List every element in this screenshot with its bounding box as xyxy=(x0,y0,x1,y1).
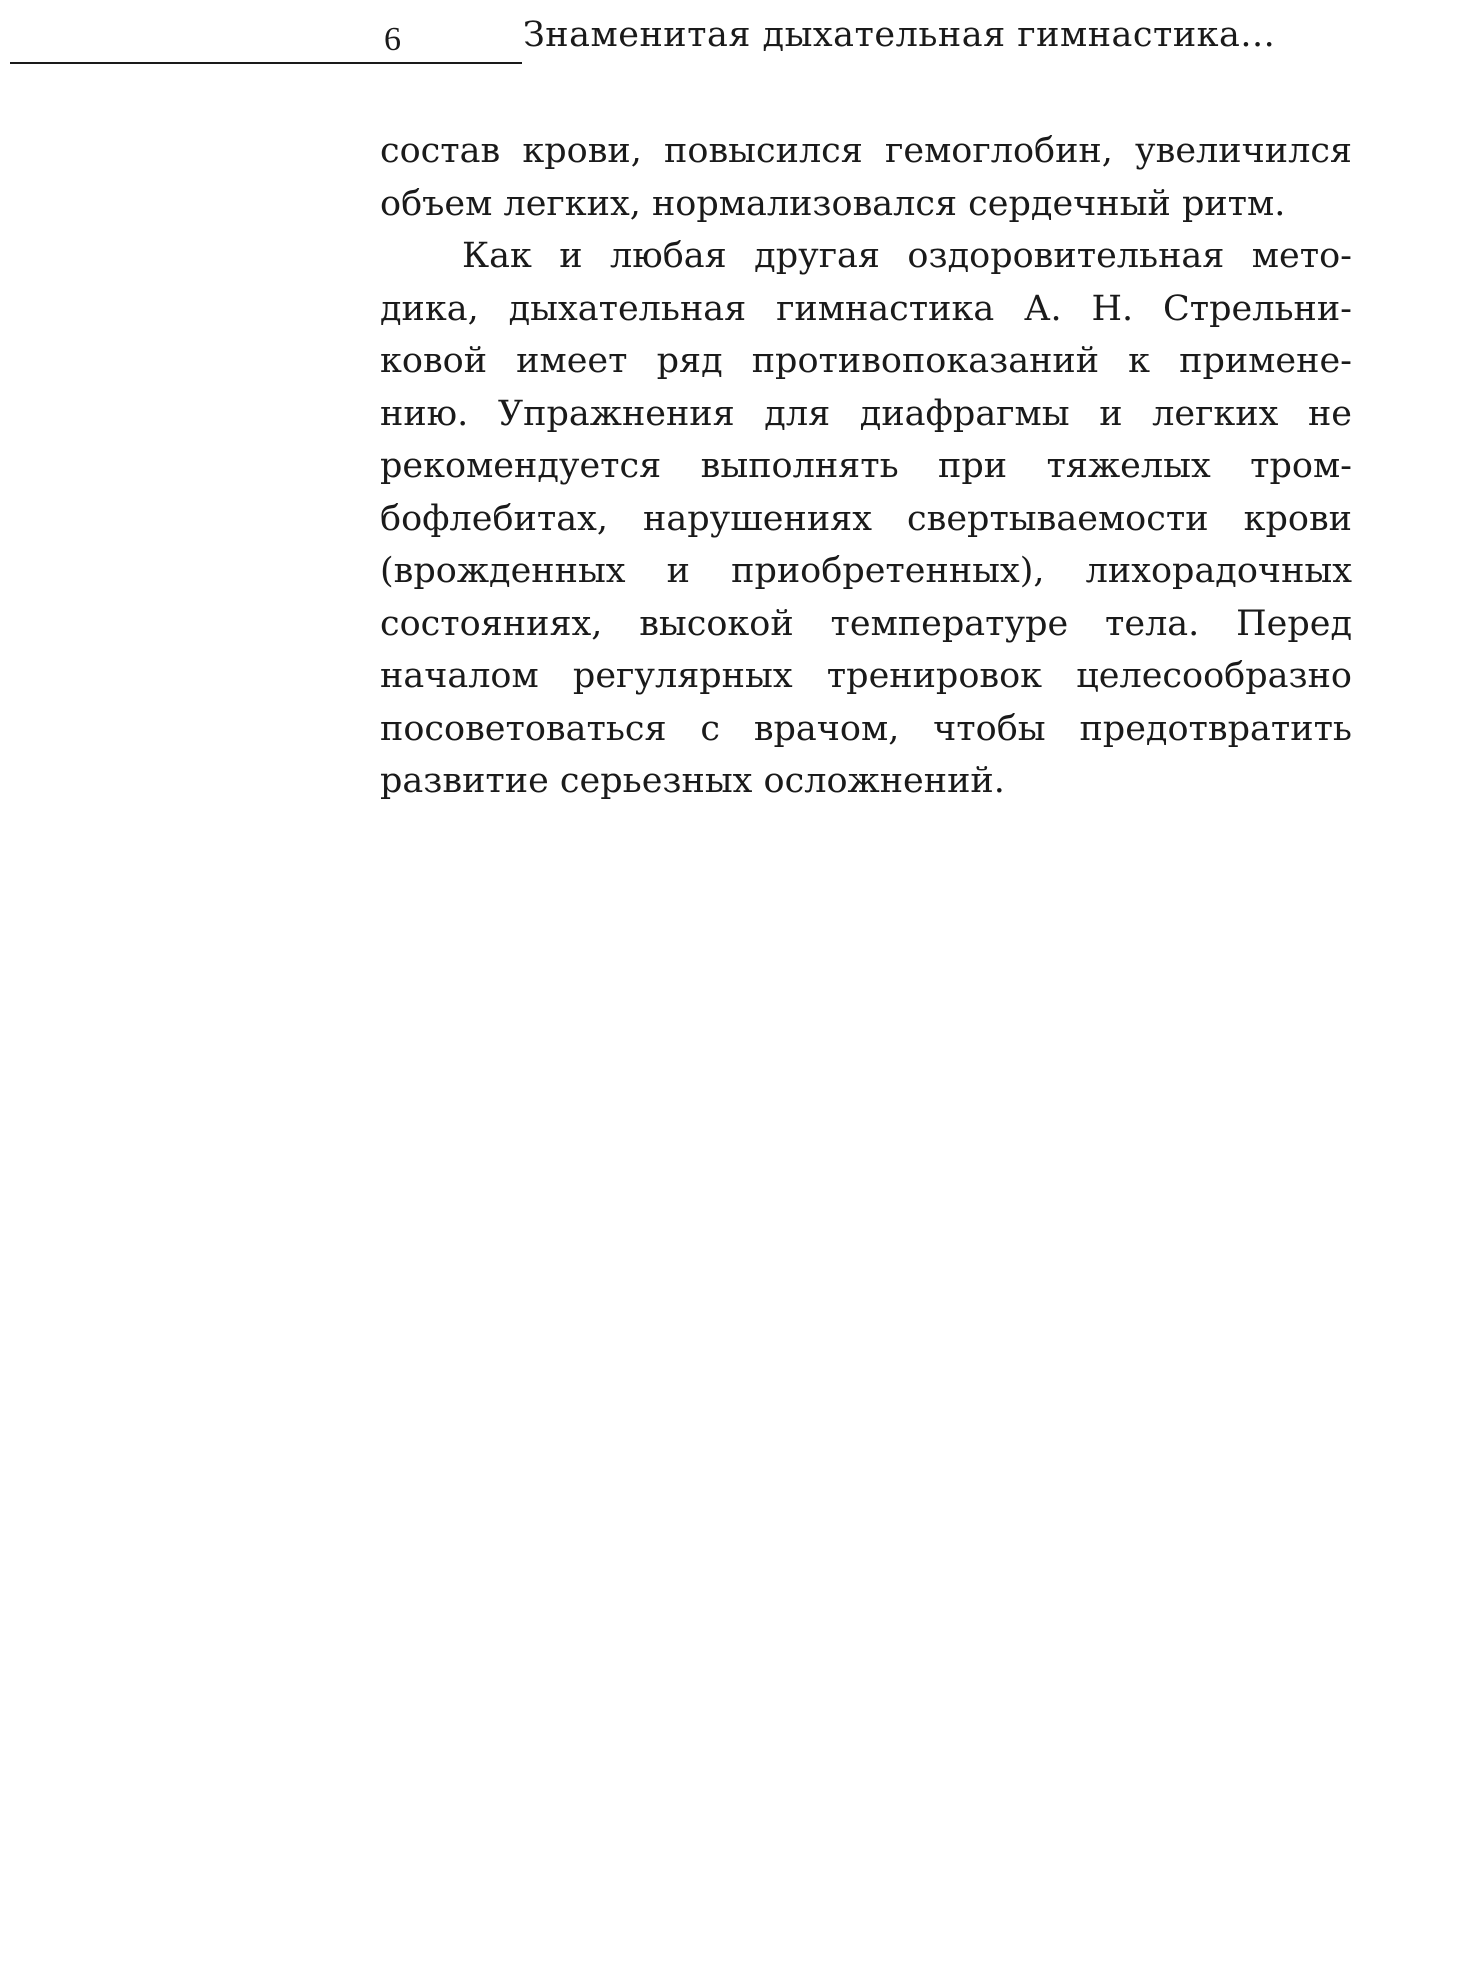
paragraph-2 xyxy=(380,230,1352,808)
text-line: рекомендуется выполнять при тяжелых тром- xyxy=(380,446,1352,486)
text-line: дика, дыхательная гимнастика А. Н. Стрельни- xyxy=(380,288,1352,329)
text-line: состояниях, высокой температуре тела. Перед xyxy=(380,603,1352,644)
page-number: 6 xyxy=(384,21,401,58)
running-head xyxy=(0,0,1464,80)
text-line: посоветоваться с врачом, чтобы предотвратить xyxy=(380,708,1352,749)
text-line: состав крови, повысился гемоглобин, увеличился xyxy=(380,131,1352,171)
text-line: (врожденных и приобретенных), лихорадочных xyxy=(380,551,1352,591)
text-line: развитие серьезных осложнений. xyxy=(380,761,1005,801)
text-line: началом регулярных тренировок целесообразно xyxy=(380,656,1352,696)
body-text xyxy=(380,125,1352,808)
text-line: объем легких, нормализовался сердечный ритм. xyxy=(380,183,1286,224)
text-line: ковой имеет ряд противопоказаний к примене- xyxy=(380,341,1352,381)
text-line: Как и любая другая оздоровительная мето- xyxy=(462,236,1352,276)
text-line: нию. Упражнения для диафрагмы и легких не xyxy=(380,393,1352,434)
running-title: Знаменитая дыхательная гимнастика... xyxy=(523,15,1276,55)
paragraph-1 xyxy=(380,125,1352,230)
text-line: бофлебитах, нарушениях свертываемости крови xyxy=(380,498,1352,539)
header-rule xyxy=(10,62,522,64)
